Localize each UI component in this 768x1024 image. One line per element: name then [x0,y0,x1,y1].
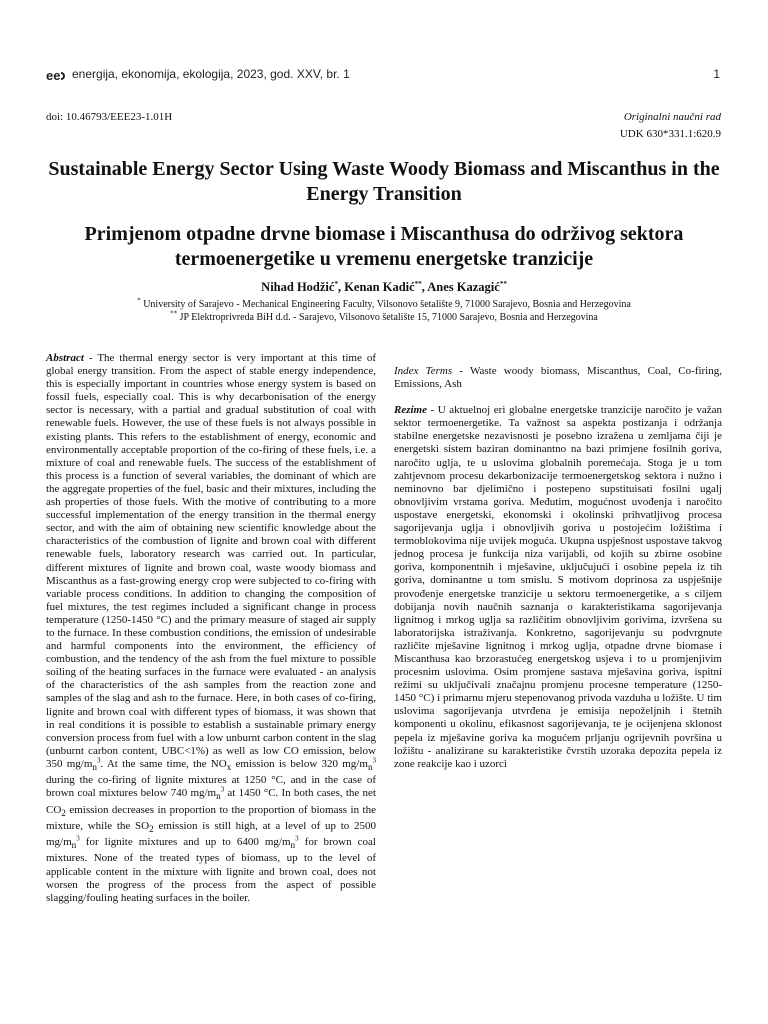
affiliation-mark: * [137,296,141,305]
rezime-label: Rezime [394,404,427,417]
abstract-text: . At the same time, the NO [100,757,227,770]
udk-code: UDK 630*331.1:620.9 [619,128,721,140]
affiliation-text: University of Sarajevo - Mechanical Engineering Faculty, Vilsonovo šetalište 9, 71000 Sarajevo, Bosnia and Herzegovina [143,299,631,310]
abstract-text: during the co-firing of lignite mixtures at 1250 °C, and in the case of brown coal mixtures below 740 mg/m [46,774,376,800]
eee-logo-icon [46,68,68,82]
subscript: x [226,762,232,773]
index-terms-label: Index Terms [394,365,453,377]
title-english: Sustainable Energy Sector Using Waste Woody Biomass and Miscanthus in the Energy Transition [48,158,720,205]
article-type: Originalni naučni rad [623,111,721,123]
index-terms: Index Terms - Waste woody biomass, Miscanthus, Coal, Co-firing, Emissions, Ash [394,365,722,391]
abstract-text: at 1450 °C. In both cases, the net CO [46,787,376,816]
author-mark: * [334,279,338,288]
abstract-text: The thermal energy sector is very important at this time of global energy transition. From the aspect of stable energy independence, this is especially important in countries whose energy system is based on fossil fuels, especially coal. This is why decarbonisation of the energy sector is necessary, with a partial and gradual substitution of coal with renewable fuels. However, the use of these fuels is not always possible in existing plants. This refers to the establishment of energy, economic and environmentally acceptable proportion of the co-firing of these fuels, i.e. a mixture of coal and renewable fuels. The success of the establishment of this process is a function of several variables, the dominant of which are the aggregate properties of the fuel, basic and their mixtures, including the ash properties of those fuels. With the motive of contributing to a more successful implementation of the energy transition in the thermal energy sector, and with the aim of obtaining new scientific knowledge about the characteristics of the combustion of lignite and brown coal with different renewable fuels, laboratory research was carried out. In particular, different mixtures of lignite and brown coal, waste woody biomass and Miscanthus as a fast-growing energy crop were subjected to co-firing with variable process conditions. In addition to changing the composition of fuel mixtures, the test regimes included a significant change in process temperature (1250-1450 °C) and the primary measure of staged air supply to the furnace. In these combustion conditions, the emission of undesirable and harmful components into the environment, the efficiency of combustion, and the tendency of the ash from the fuel mixture to possible soiling of the heating surfaces in the furnace were evaluated - an analysis of the characteristics of the ash samples from the reaction zone and samples of the slag and ash to the furnace. Here, in both cases of co-firing, lignite and brown coal with different types of biomass, it was shown that in real conditions it is possible to establish a sustainable primary energy conversion process from fuel with a low unburnt carbon content in the slag (unburnt carbon content, UBC<1%) as well as low CO emission, below 350 mg/m [46,352,376,770]
author-mark: ** [414,279,422,288]
right-column [394,352,722,771]
subscript: n [92,762,97,773]
author-name: Kenan Kadić [344,280,415,294]
author-mark: ** [499,279,507,288]
subscript: n [367,762,373,773]
abstract-text: for lignite mixtures and up to 6400 mg/m [79,836,291,849]
subscript: 2 [149,824,154,835]
subscript: 2 [61,807,66,818]
affiliation-mark: ** [170,309,178,318]
author-name: Nihad Hodžić [261,280,335,294]
running-header [46,67,720,85]
superscript: 3 [220,785,225,794]
rezime-paragraph: Rezime - U aktuelnoj eri globalne energetske tranzicije naročito je važan sektor termoenergetike. Ta važnost sa aspekta postizanja i održanja stabilne energetske nezavisnosti je posebno izražena u zemljama čiji je energetski sistem baziran dominantno na bazi primjene fosilnih goriva, naročito uglja, te u uslovima globalnih poremećaja. Stoga je u tom zahtjevnom procesu dekarbonizacije termoenergetskog sektora i nužno i neminovno bar djelimično i postepeno supstituisati fosilni ugalj obnovljivim vrstama goriva. Međutim, mogućnost uvođenja i naročito uspostave energetski, ekonomski i okolinski prihvatljivog procesa sagorijevanja uglja i obnovljivih goriva u postojećim ložištima i termoblokovima nije uvijek moguća. Ukupna uspješnost uspostave takvog jednog procesa je funkcija niza varijabli, od kojih su zbirne osobine goriva, komponentnih i mješavine, uključujući i osobine pepela iz tih goriva, dominantne u tom smislu. S motivom doprinosa za uspješnije provođenje energetske tranzicije u sektoru termoenergetike, a s ciljem dobijanja novih naučnih saznanja o karakteristikama sagorijevanja lignitnog i mrkog uglja sa različitim obnovljivim gorivima, izvršena su laboratorijska istraživanja. Konkretno, sagorijevanju su podvrgnute različite mješavine lignitnog i mrkog uglja, otpadne drvne biomase i Miscanthusa kao brzorastućeg energetskog usjeva i to u promjenjivim procesnim uslovima. Osim promjene sastava mješavina goriva, ispitni režimi su uključivali značajnu promjenu procesne temperature (1250-1450 °C) i primarnu mjeru stepenovanog privoda vazduha u ložište. U tim uslovima sagorijevanja utvrđena je emisija nepoželjnih i štetnih komponenti u okolinu, efikasnost sagorijevanja, te je ocijenjena sklonost pepela iz mješavine goriva ka mogućem prljanju ogrijevnih površina u ložištu - analizirane su karakteristike čvrstih uzoraka depozita pepela iz zone reakcije kao i uzorci [394,404,723,770]
abstract-text: emission decreases in proportion to the proportion of biomass in the mixture, while the SO [46,803,376,832]
superscript: 3 [295,834,299,843]
superscript: 3 [76,834,80,843]
rezime-text: U aktuelnoj eri globalne energetske tranzicije naročito je važan sektor termoenergetike. Ta važnost sa aspekta postizanja i održanja stabilne energetske nezavisnosti je posebno izražena u zemljama čiji je energetski sistem baziran dominantno na bazi primjene fosilnih goriva, naročito uglja, te u uslovima globalnih poremećaja. Stoga je u tom zahtjevnom procesu dekarbonizacije termoenergetskog sektora i nužno i neminovno bar djelimično i postepeno supstituisati fosilni ugalj obnovljivim vrstama goriva. Međutim, mogućnost uvođenja i naročito uspostave energetski, ekonomski i okolinski prihvatljivog procesa sagorijevanja uglja i obnovljivih goriva u postojećim ložištima i termoblokovima nije uvijek moguća. Ukupna uspješnost uspostave takvog jednog procesa je funkcija niza varijabli, od kojih su zbirne osobine goriva, komponentnih i mješavine, uključujući i osobine pepela iz tih goriva, dominantne u tom smislu. S motivom doprinosa za uspješnije provođenje energetske tranzicije u sektoru termoenergetike, a s ciljem dobijanja novih naučnih saznanja o karakteristikama sagorijevanja lignitnog i mrkog uglja sa različitim obnovljivim gorivima, izvršena su laboratorijska istraživanja. Konkretno, sagorijevanju su podvrgnute različite mješavine lignitnog i mrkog uglja, otpadne drvne biomase i Miscanthusa kao brzorastućeg energetskog usjeva i to u promjenjivim procesnim uslovima. Osim promjene sastava mješavina goriva, ispitni režimi su uključivali značajnu promjenu procesne temperature (1250-1450 °C) i primarnu mjeru stepenovanog privoda vazduha u ložište. U tim uslovima sagorijevanja utvrđena je emisija nepoželjnih i štetnih komponenti u okolinu, efikasnost sagorijevanja, te je ocijenjena sklonost pepela iz mješavine goriva ka mogućem prljanju ogrijevnih površina u ložištu - analizirane su karakteristike čvrstih uzoraka depozita pepela iz zone reakcije kao i uzorci [394,404,723,770]
author-list: Nihad Hodžić*, Kenan Kadić**, Anes Kazagić** [261,279,507,294]
subscript: n [216,791,221,802]
affiliation [46,309,722,324]
abstract-text: for brown coal mixtures. None of the treated types of biomass, up to the level of applicable content in the mixture with lignite and brown coal, does not worsen the progress of the process from the aspect of possible slagging/fouling heating surfaces in the boiler. [46,836,376,904]
subscript: n [290,840,296,851]
doi[interactable]: doi: 10.46793/EEE23-1.01H [46,111,173,123]
journal-name: energija, ekonomija, ekologija, 2023, god. XXV, br. 1 [72,67,350,81]
svg-text:ee: ee [46,68,61,82]
author-name: Anes Kazagić [427,280,500,294]
affiliation-text: JP Elektroprivreda BiH d.d. - Sarajevo, Vilsonovo šetalište 15, 71000 Sarajevo, Bosnia and Herzegovina [179,312,598,323]
subscript: n [71,840,77,851]
index-terms-text: Waste woody biomass, Miscanthus, Coal, Co-firing, Emissions, Ash [394,365,722,391]
superscript: 3 [96,756,101,765]
page-number: 1 [713,67,720,81]
title-bosnian: Primjenom otpadne drvne biomase i Miscanthusa do održivog sektora termoenergetike u vremenu energetske tranzicije [84,223,684,270]
abstract-text: emission is still high, at a level of up to 2500 mg/m [46,819,376,849]
affiliation [46,296,722,311]
abstract-label: Abstract [46,352,84,364]
superscript: 3 [372,756,377,765]
abstract-paragraph: Abstract - The thermal energy sector is very important at this time of global energy transition. From the aspect of stable energy independence, this is especially important in countries whose energy system is based on fossil fuels, especially coal. This is why decarbonisation of the energy sector is necessary, with a partial and gradual substitution of coal with renewable fuels. However, the use of these fuels is not always possible in existing plants. This refers to the establishment of energy, economic and environmentally acceptable proportion of the co-firing of these fuels, i.e. a mixture of coal and renewable fuels. The success of the establishment of this process is a function of several variables, the dominant of which are the aggregate properties of the fuel, basic and their mixtures, including the ash properties of those fuels. With the motive of contributing to a more successful implementation of the energy transition in the thermal energy sector, and with the aim of obtaining new scientific knowledge about the characteristics of the combustion of lignite and brown coal with different renewable fuels, laboratory research was carried out. In particular, different mixtures of lignite and brown coal, waste woody biomass and Miscanthus as a fast-growing energy crop were subjected to co-firing with variable process conditions. In addition to changing the composition of fuel mixtures, the test regimes included a significant change in process temperature (1250-1450 °C) and the primary measure of staged air supply to the furnace. In these combustion conditions, the emission of undesirable and harmful components into the environment, the efficiency of combustion, and the tendency of the ash from the fuel mixture to possible soiling of the heating surfaces in the furnace were evaluated - an analysis of the characteristics of the ash samples from the reaction zone and samples of the slag and ash to the furnace. Here, in both cases of co-firing, lignite and brown coal with different types of biomass, it was shown that in real conditions it is possible to establish a sustainable primary energy conversion process from fuel with a low unburnt carbon content in the slag (unburnt carbon content, UBC<1%) as well as low CO emission, below 350 $mg/m_n^3$. At the same time, the $NO_x$ emission is below 320 $mg/m_n^3$ during the co-firing of lignite mixtures at 1250 °C, and in the case of brown coal mixtures below 740 $mg/m_n^3$ at 1450 °C. In both cases, the net $CO_2$ emission decreases in proportion to the proportion of biomass in the mixture, while the $SO_2$ emission is still high, at a level of up to 2500 $mg/m_n^3$ for lignite mixtures and up to 6400 $mg/m_n^3$ for brown coal mixtures. None of the treated types of biomass, up to the level of applicable content in the mixture with lignite and brown coal, does not worsen the progress of the process from the aspect of possible slagging/fouling heating surfaces in the boiler. [46,352,377,904]
abstract-text: emission is below 320 mg/m [231,757,368,770]
abstract-column [46,352,376,905]
